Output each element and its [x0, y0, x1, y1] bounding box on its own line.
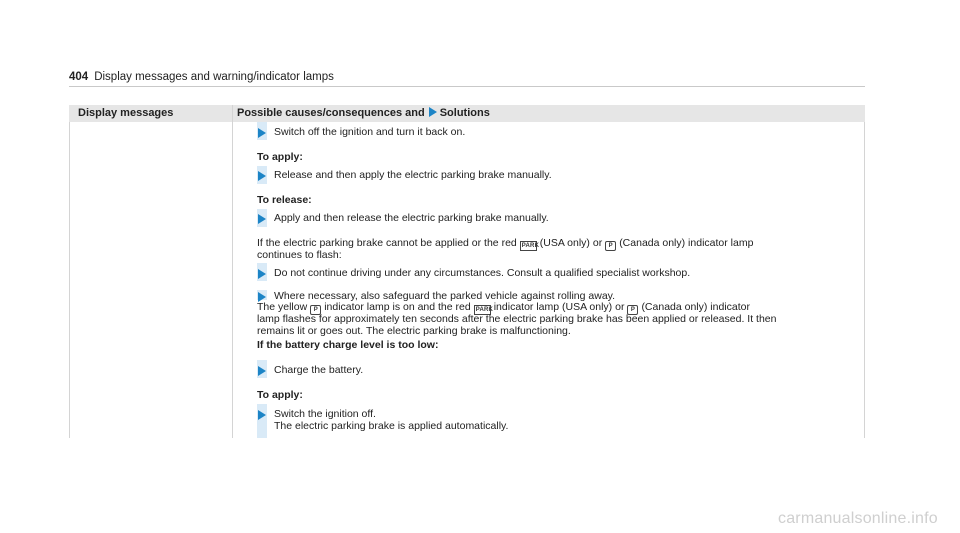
paragraph-line: lamp flashes for approximately ten seconds after the electric parking brake has been applied or released. It then: [257, 313, 777, 325]
paragraph-text: (USA only) or: [539, 237, 603, 249]
step-arrow-icon: [258, 366, 266, 376]
header-divider: [69, 86, 865, 87]
paragraph-text: If the electric parking brake cannot be applied or the red: [257, 237, 517, 249]
p-lamp-icon: P: [627, 305, 638, 315]
page-header: [69, 70, 865, 84]
sub-heading: If the battery charge level is too low:: [257, 339, 439, 351]
paragraph-text: The yellow: [257, 301, 308, 313]
column-heading-solutions: Solutions: [439, 107, 490, 119]
step-text: Apply and then release the electric parking brake manually.: [274, 212, 549, 224]
table-left-border: [69, 122, 70, 438]
step-text: Where necessary, also safeguard the parked vehicle against rolling away.: [274, 290, 616, 302]
step-text: Release and then apply the electric parking brake manually.: [274, 169, 552, 181]
table-header-row: [69, 105, 865, 122]
step-arrow-icon: [258, 128, 266, 138]
page-section-title: Display messages and warning/indicator lamps: [94, 71, 334, 83]
watermark: carmanualsonline.info: [778, 510, 938, 527]
table-right-border: [864, 122, 865, 438]
park-lamp-icon: PARK: [475, 307, 494, 313]
step-arrow-icon: [258, 269, 266, 279]
paragraph-line: continues to flash:: [257, 249, 342, 261]
step-arrow-icon: [258, 410, 266, 420]
paragraph-text: (Canada only) indicator lamp: [619, 237, 754, 249]
p-lamp-icon: P: [605, 241, 616, 251]
paragraph-text: indicator lamp is on and the red: [324, 301, 471, 313]
park-lamp-icon: PARK: [521, 243, 540, 249]
step-text: Switch the ignition off.: [274, 408, 376, 420]
page-number: 404: [69, 71, 89, 83]
step-text: Charge the battery.: [274, 364, 364, 376]
step-text: Do not continue driving under any circumstances. Consult a qualified specialist workshop.: [274, 267, 691, 279]
step-text: Switch off the ignition and turn it back on.: [274, 126, 466, 138]
table-column-divider: [232, 105, 233, 438]
step-text: The electric parking brake is applied automatically.: [274, 420, 509, 432]
sub-heading: To release:: [257, 194, 312, 206]
sub-heading: To apply:: [257, 389, 303, 401]
paragraph-text: indicator lamp (USA only) or: [493, 301, 625, 313]
sub-heading: To apply:: [257, 151, 303, 163]
paragraph-line: remains lit or goes out. The electric parking brake is malfunctioning.: [257, 325, 571, 337]
column-heading-causes-solutions: [237, 105, 490, 122]
p-lamp-icon: P: [310, 305, 321, 315]
paragraph-text: (Canada only) indicator: [641, 301, 750, 313]
step-arrow-icon: [258, 214, 266, 224]
step-arrow-icon: [429, 107, 437, 117]
column-heading-text: Possible causes/consequences and: [237, 107, 425, 119]
column-heading-display-messages: Display messages: [78, 107, 174, 119]
step-arrow-icon: [258, 171, 266, 181]
